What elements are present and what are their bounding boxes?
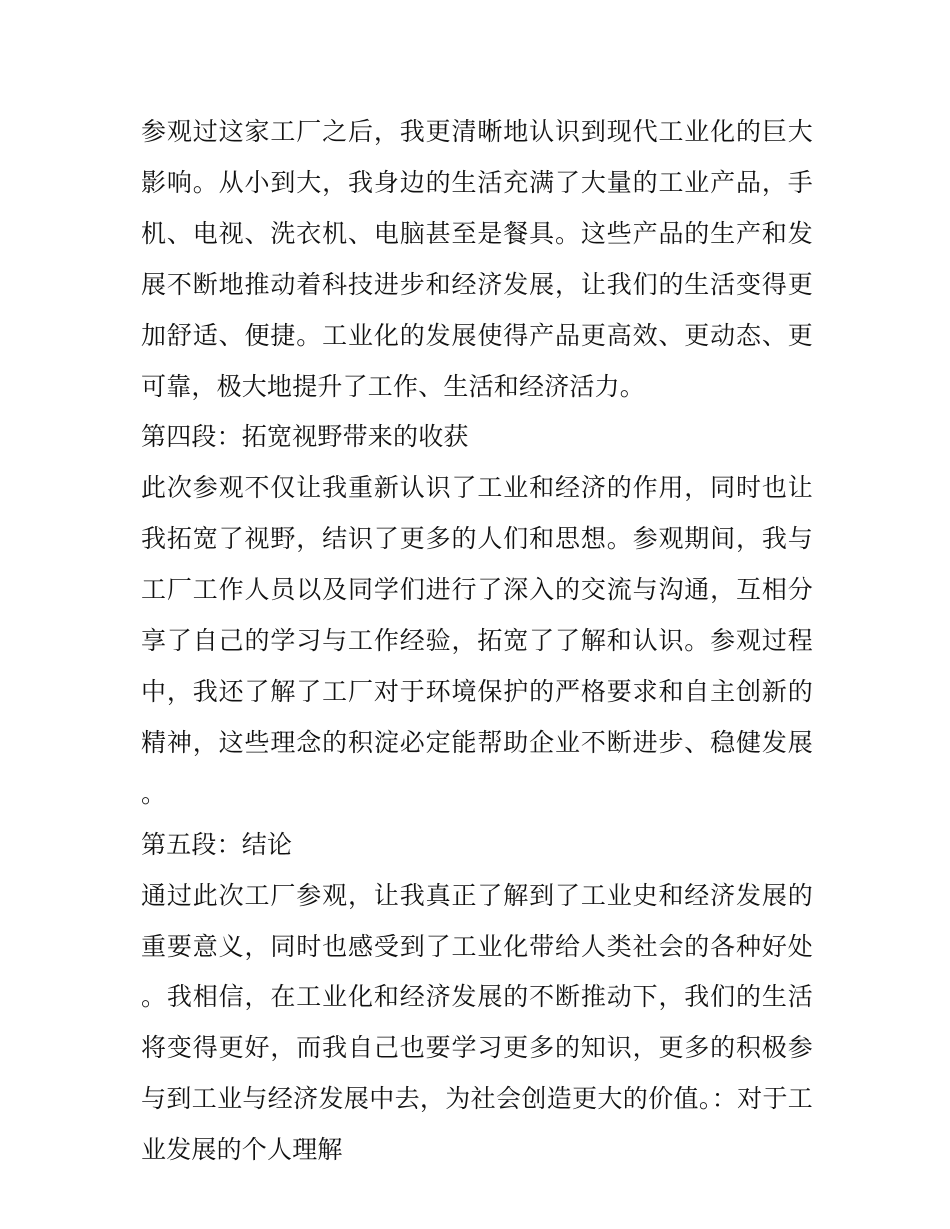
section-heading-5: 第五段：结论	[141, 829, 293, 859]
paragraph-broadened-horizons: 此次参观不仅让我重新认识了工业和经济的作用，同时也让我拓宽了视野，结识了更多的人们和思想。参观期间，我与工厂工作人员以及同学们进行了深入的交流与沟通，互相分享了自己的学习与工作经验，拓宽了了解和认识。参观过程中，我还了解了工厂对于环境保护的严格要求和自主创新的精神，这些理念的积淀必定能帮助企业不断进步、稳健发展。	[141, 473, 813, 808]
section-heading-4: 第四段：拓宽视野带来的收获	[141, 422, 469, 452]
paragraph-industrialization-impact: 参观过这家工厂之后，我更清晰地认识到现代工业化的巨大影响。从小到大，我身边的生活充满了大量的工业产品，手机、电视、洗衣机、电脑甚至是餐具。这些产品的生产和发展不断地推动着科技进步和经济发展，让我们的生活变得更加舒适、便捷。工业化的发展使得产品更高效、更动态、更可靠，极大地提升了工作、生活和经济活力。	[141, 117, 813, 401]
document-body	[141, 107, 813, 1176]
paragraph-conclusion: 通过此次工厂参观，让我真正了解到了工业史和经济发展的重要意义，同时也感受到了工业化带给人类社会的各种好处。我相信，在工业化和经济发展的不断推动下，我们的生活将变得更好，而我自己也要学习更多的知识，更多的积极参与到工业与经济发展中去，为社会创造更大的价值。：对于工业发展的个人理解	[141, 880, 813, 1165]
